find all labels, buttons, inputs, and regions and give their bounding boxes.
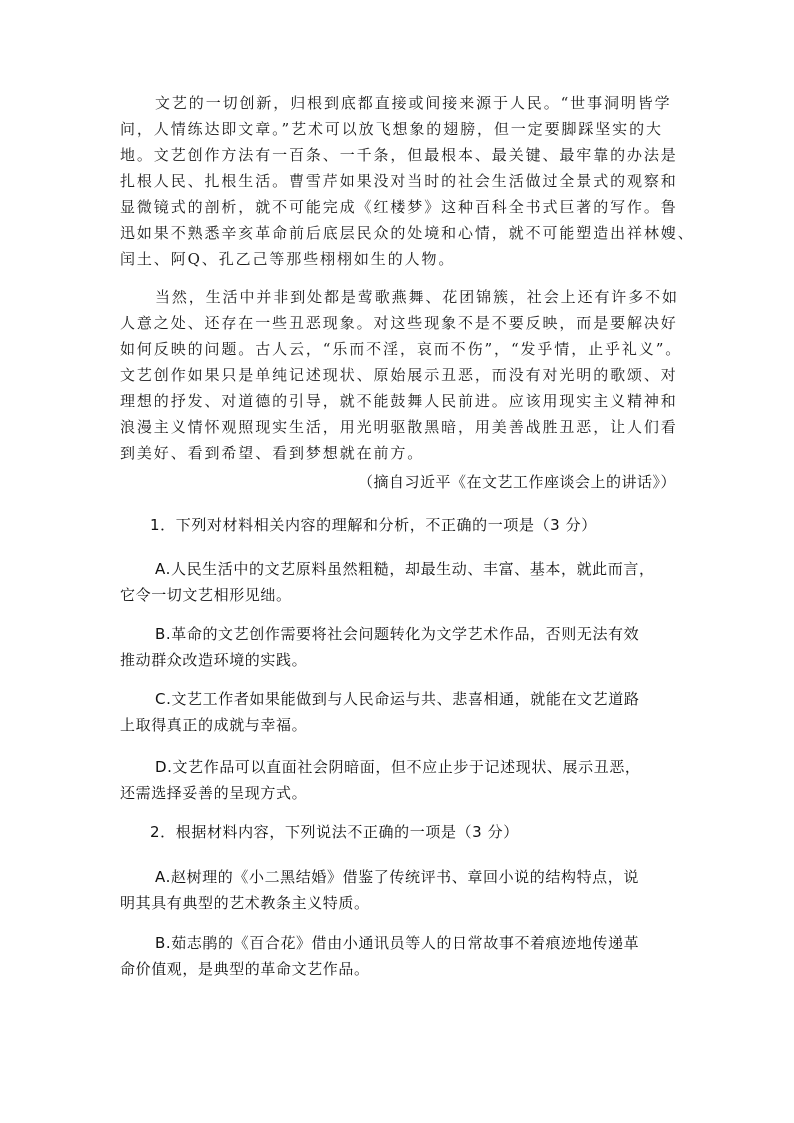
source-citation: （摘自习近平《在文艺工作座谈会上的讲话》） <box>357 473 676 491</box>
option-line: 命价值观，是典型的革命文艺作品。 <box>120 960 370 978</box>
option-line: 它令一切文艺相形见绌。 <box>120 586 292 604</box>
text-line: 闰土、阿Q、孔乙己等那些栩栩如生的人物。 <box>120 250 456 268</box>
text-line: 文艺的一切创新，归根到底都直接或间接来源于人民。“世事洞明皆学 <box>155 94 672 112</box>
text-line: 显微镜式的剖析，就不可能完成《红楼梦》这种百科全书式巨著的写作。鲁 <box>120 198 678 216</box>
question-1-option-a[interactable] <box>120 556 700 608</box>
question-1-option-c[interactable] <box>120 686 700 738</box>
option-line: B.茹志鹃的《百合花》借由小通讯员等人的日常故事不着痕迹地传递革 <box>155 934 640 952</box>
question-2-stem <box>150 819 730 845</box>
option-line: 推动群众改造环境的实践。 <box>120 651 308 669</box>
question-2-option-a[interactable] <box>120 864 700 916</box>
question-2-option-b[interactable] <box>120 930 700 982</box>
option-line: A.赵树理的《小二黑结婚》借鉴了传统评书、章回小说的结构特点，说 <box>155 868 639 886</box>
option-line: D.文艺作品可以直面社会阴暗面，但不应止步于记述现状、展示丑恶， <box>155 758 641 776</box>
text-line: 问，人情练达即文章。”艺术可以放飞想象的翅膀，但一定要脚踩坚实的大 <box>120 120 663 138</box>
question-1-option-b[interactable] <box>120 621 700 673</box>
text-line: 人意之处、还存在一些丑恶现象。对这些现象不是不要反映，而是要解决好 <box>120 314 678 332</box>
text-line: 浪漫主义情怀观照现实生活，用光明驱散黑暗，用美善战胜丑恶，让人们看 <box>120 418 678 436</box>
text-line: 迅如果不熟悉辛亥革命前后底层民众的处境和心情，就不可能塑造出祥林嫂、 <box>120 224 695 242</box>
option-line: C.文艺工作者如果能做到与人民命运与共、悲喜相通，就能在文艺道路 <box>155 690 640 708</box>
text-line: 文艺创作如果只是单纯记述现状、原始展示丑恶，而没有对光明的歌颂、对 <box>120 366 678 384</box>
question-stem: 2．根据材料内容，下列说法不正确的一项是（3 分） <box>150 823 519 841</box>
question-1-stem <box>150 512 730 538</box>
text-line: 扎根人民、扎根生活。曹雪芹如果没对当时的社会生活做过全景式的观察和 <box>120 172 678 190</box>
option-line: 明其具有典型的艺术教条主义特质。 <box>120 894 370 912</box>
text-line: 到美好、看到希望、看到梦想就在前方。 <box>120 444 425 462</box>
text-line: 地。文艺创作方法有一百条、一千条，但最根本、最关键、最牢靠的办法是 <box>120 146 678 164</box>
text-line: 当然，生活中并非到处都是莺歌燕舞、花团锦簇，社会上还有许多不如 <box>155 288 679 306</box>
material-paragraph-1 <box>120 90 700 272</box>
question-stem: 1．下列对材料相关内容的理解和分析，不正确的一项是（3 分） <box>150 516 597 534</box>
question-1-option-d[interactable] <box>120 754 700 806</box>
option-line: 上取得真正的成就与幸福。 <box>120 716 308 734</box>
text-line: 如何反映的问题。古人云，“乐而不淫，哀而不伤”，“发乎情，止乎礼义”。 <box>120 340 683 358</box>
option-line: 还需选择妥善的呈现方式。 <box>120 784 308 802</box>
text-line: 理想的抒发、对道德的引导，就不能鼓舞人民前进。应该用现实主义精神和 <box>120 392 678 410</box>
option-line: A.人民生活中的文艺原料虽然粗糙，却最生动、丰富、基本，就此而言， <box>155 560 655 578</box>
material-paragraph-2 <box>120 284 700 466</box>
option-line: B.革命的文艺创作需要将社会问题转化为文学艺术作品，否则无法有效 <box>155 625 640 643</box>
